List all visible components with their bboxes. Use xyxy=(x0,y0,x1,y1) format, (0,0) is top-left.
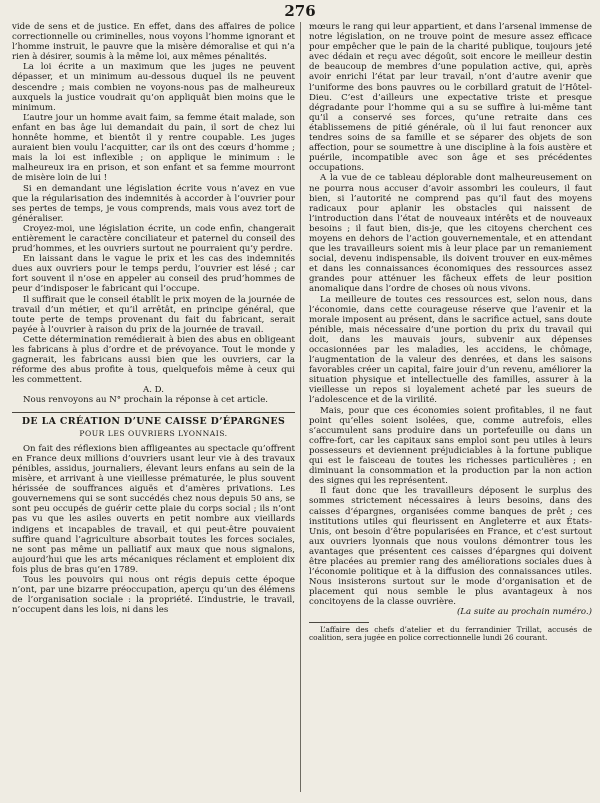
paragraph: Il suffirait que le conseil établît le prix moyen de la journée de travail d’un métier, et qu’il arrêtât, en principe général, que toute perte de temps provenant du fait du fabricant, serait payée à l’ouvrier à raison du prix de la journée de travail. xyxy=(12,294,295,335)
editor-note: Nous renvoyons au N° prochain la réponse à cet article. xyxy=(23,395,269,406)
paragraph: vide de sens et de justice. En effet, dans des affaires de police correctionnelle ou criminelles, nous voyons l’homme ignorant et l’homme instruit, le pauvre que la misère démoralise et qui n’a rien à désirer, soumis à la même loi, aux mêmes pénalités. xyxy=(12,22,295,63)
continuation-note: (La suite au prochain numéro.) xyxy=(456,607,592,618)
section-subtitle: POUR LES OUVRIERS LYONNAIS. xyxy=(79,428,228,438)
paragraph: A la vue de ce tableau déplorable dont malheureusement on ne pourra nous accuser d’avoir assombri les couleurs, il faut bien, si l’autorité ne comprend pas qu’il faut des moyens radicaux pour aplanir les obstacles qui naissent de l’introduction dans l’état de nouveaux intérêts et de nouveaux besoins ; il faut bien, dis-je, que les citoyens cherchent ces moyens en dehors de l’action gouvernementale, et en attendant que les travailleurs soient mis à leur place par un remaniement social, devenu indispensable, ils doivent trouver en eux-mêmes et dans les connaissances économiques des ressources assez grandes pour atténuer les fâcheux effets de leur position anomalique dans l’ordre de choses où nous vivons. xyxy=(309,173,592,295)
footnote: L’affaire des chefs d’atelier et du ferrandinier Trillat, accusés de coalition, sera jugée en police correctionnelle lundi 26 courant. xyxy=(309,624,592,643)
paragraph: Si en demandant une législation écrite vous n’avez en vue que la régularisation des indemnités à accorder à l’ouvrier pour ses pertes de temps, je vous comprends, mais vous avez tort de généraliser. xyxy=(12,183,295,224)
paragraph: On fait des réflexions bien affligeantes au spectacle qu’offrent en France deux millions d’ouvriers usant leur vie à des travaux pénibles, assidus, journaliers, élevant leurs enfans au sein de la misère, et arrivant à une vieillesse prématurée, le plus souvent hérissée de souffrances aiguës et d’amères privations. Les gouvernemens qui se sont succédés chez nous depuis 50 ans, se sont peu occupés de guérir cette plaie du corps social ; ils n’ont pas vu que les asiles ouverts en petit nombre aux vieillards indigens et incapables de travail, et qui peut-être pouvaient suffire quand l’agriculture absorbait toutes les forces sociales, ne sont pas même un palliatif aux maux que nous signalons, aujourd’hui que les arts mécaniques réclament et emploient dix fois plus de bras qu’en 1789. xyxy=(12,443,295,575)
signature: A. D. xyxy=(143,385,164,396)
paragraph: Croyez-moi, une législation écrite, un code enfin, changerait entièrement le caractère conciliateur et paternel du conseil des prud’hommes, et les ouvriers surtout ne pourraient qu’y perdre. xyxy=(12,223,295,255)
column-divider xyxy=(300,22,301,792)
paragraph: mœurs le rang qui leur appartient, et dans l’arsenal immense de notre législation, on ne trouve point de mesure assez efficace pour empêcher que le pain de la charité publique, toujours jeté avec dédain et reçu avec dégoût, soit encore le meilleur destin de beaucoup de membres d’une population active, qui, après avoir enrichi l’état par leur travail, n’ont d’autre avenir que l’uniforme des bons pauvres ou le corbillard gratuit de l’Hôtel-Dieu. C’est d’ailleurs une expectative triste et presque dégradante pour l’homme qui a su se suffire à lui-même tant qu’il a conservé ses forces, qu’une retraite dans ces établissemens de pitié générale, où il lui faut renoncer aux tendres soins de sa famille et se séparer des objets de son affection, pour se soumettre à une discipline à la fois austère et puérile, incompatible avec son âge et ses précédentes occupations. xyxy=(309,22,592,174)
paragraph: La loi écrite a un maximum que les juges ne peuvent dépasser, et un minimum au-dessous duquel ils ne peuvent descendre ; mais combien ne voyons-nous pas de malheureux auxquels la justice voudrait qu’on appliquât bien moins que le minimum. xyxy=(12,62,295,113)
page-number: 276 xyxy=(284,2,316,20)
section-title: DE LA CRÉATION D’UNE CAISSE D’ÉPARGNES xyxy=(21,415,286,427)
left-column xyxy=(12,22,295,615)
right-column xyxy=(309,22,592,643)
section-separator xyxy=(12,412,295,413)
paragraph: La meilleure de toutes ces ressources est, selon nous, dans l’économie, dans cette courageuse réserve que l’avenir et la morale imposent au présent, dans le sacrifice actuel, sans doute pénible, mais nécessaire d’une portion du prix du travail qui doit, dans les mauvais jours, subvenir aux dépenses occasionnées par les maladies, les accidens, le chômage, l’augmentation de la valeur des denrées, et dans les saisons favorables créer un capital, faire jouir d’un revenu, améliorer la situation physique et intellectuelle des familles, assurer à la vieillesse un repos si loyalement acheté par les sueurs de l’adolescence et de la virilité. xyxy=(309,294,592,406)
footnote-rule xyxy=(309,622,369,623)
paragraph: Mais, pour que ces économies soient profitables, il ne faut point qu’elles soient isolées, que, comme autrefois, elles s’accumulent sans produire dans un portefeuille ou dans un coffre-fort, car les capitaux sans emploi sont peu utiles à leurs possesseurs et deviennent préjudiciables à la fortune publique qui est le faisceau de toutes les richesses particulières ; en diminuant la consommation et la production par la non action des signes qui les représentent. xyxy=(309,405,592,487)
paragraph: En laissant dans le vague le prix et les cas des indemnités dues aux ouvriers pour le temps perdu, l’ouvrier est lésé ; car fort souvent il n’ose en appeler au conseil des prud’hommes de peur d’indisposer le fabricant qui l’occupe. xyxy=(12,254,295,295)
paragraph: Tous les pouvoirs qui nous ont régis depuis cette époque n’ont, par une bizarre préoccupation, aperçu qu’un des élémens de l’organisation sociale : la propriété. L’industrie, le travail, n’occupent dans les lois, ni dans les xyxy=(12,574,295,616)
paragraph: Il faut donc que les travailleurs déposent le surplus des sommes strictement nécessaires à leurs besoins, dans des caisses d’épargnes, organisées comme banques de prêt ; ces institutions utiles qui fleurissent en Angleterre et aux États-Unis, ont besoin d’être popularisées en France, et c’est surtout aux ouvriers lyonnais que nous voulons démontrer tous les avantages que présentent ces caisses d’épargnes qui doivent être placées au premier rang des améliorations sociales dues à l’économie politique et à la diffusion des connaissances utiles. Nous insisterons surtout sur le mode d’organisation et de placement qui nous semble le plus avantageux à nos concitoyens de la classe ouvrière. xyxy=(309,486,592,608)
paragraph: Cette détermination remédierait à bien des abus en obligeant les fabricans à plus d’ordre et de prévoyance. Tout le monde y gagnerait, les fabricans aussi bien que les ouvriers, car la réforme des abus profite à tous, quelquefois même à ceux qui les commettent. xyxy=(12,334,295,386)
paragraph: L’autre jour un homme avait faim, sa femme était malade, son enfant en bas âge lui demandait du pain, il sort de chez lui honnête homme, et bientôt il y rentre coupable. Les juges auraient bien voulu l’acquitter, car ils ont des cœurs d’homme ; mais la loi est inflexible ; on applique le minimum : le malheureux ira en prison, et son enfant et sa femme mourront de misère loin de lui ! xyxy=(12,112,295,184)
